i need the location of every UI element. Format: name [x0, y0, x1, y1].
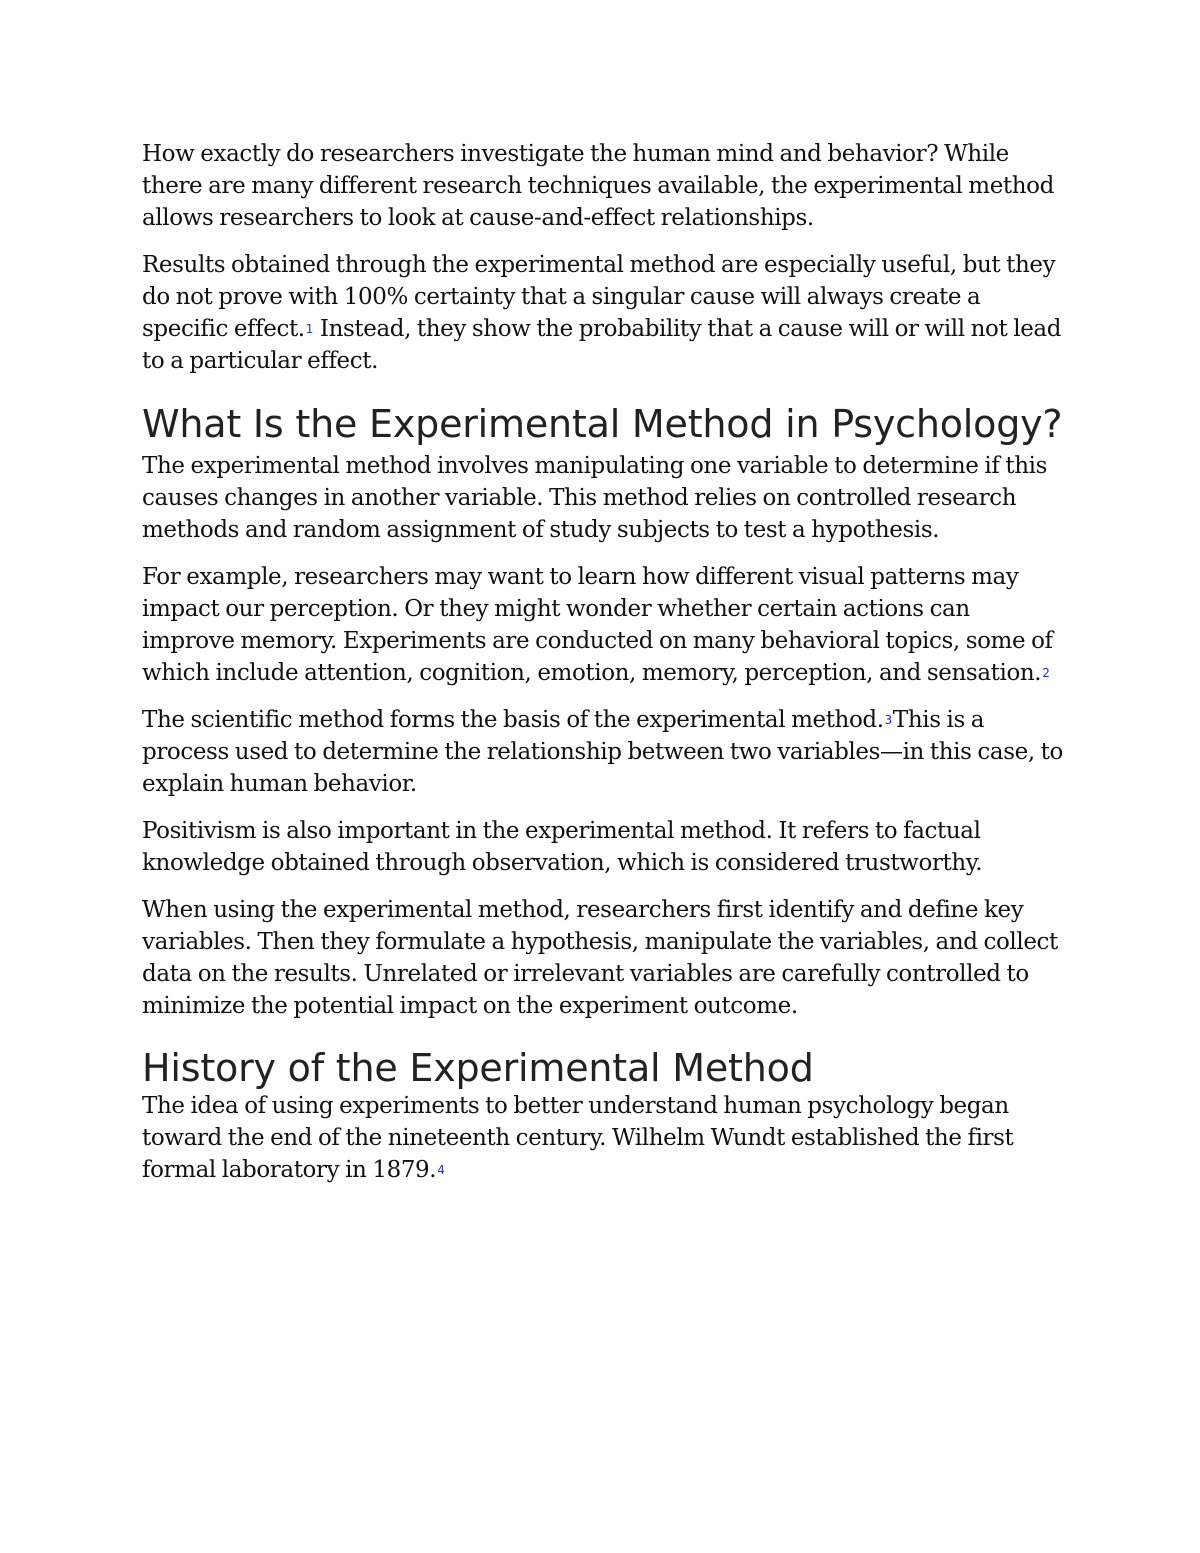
- reference-link-1[interactable]: 1: [305, 322, 313, 336]
- history-text: The idea of using experiments to better understand human psychology began toward the end of the nineteenth century. Wilhelm Wundt established the first formal laboratory in 1879.: [142, 1093, 1014, 1183]
- results-text-end: Instead, they show the probability that a cause will or will not lead to a particular effect.: [142, 316, 1062, 374]
- section-heading-history: History of the Experimental Method: [142, 1046, 814, 1090]
- document-page: [142, 138, 1067, 1201]
- reference-link-2[interactable]: 2: [1042, 666, 1050, 680]
- definition-text: The experimental method involves manipulating one variable to determine if this causes changes in another variable. This method relies on controlled research methods and random assignment of study subjects to test a hypothesis.: [142, 453, 1048, 543]
- example-text: For example, researchers may want to learn how different visual patterns may impact our perception. Or they might wonder whether certain actions can improve memory. Experiments are conducted on many behavioral topics, some of which include attention, cognition, emotion, memory, perception, and sensation.: [142, 564, 1053, 686]
- positivism-paragraph: [142, 815, 1067, 879]
- intro-text: How exactly do researchers investigate the human mind and behavior? While there are many different research techniques available, the experimental method allows researchers to look at cause-and-effect relationships.: [142, 141, 1054, 231]
- positivism-text: Positivism is also important in the experimental method. It refers to factual knowledge obtained through observation, which is considered trustworthy.: [142, 818, 983, 876]
- scientific-method-text-start: The scientific method forms the basis of the experimental method.: [142, 707, 884, 733]
- procedure-paragraph: [142, 894, 1067, 1022]
- example-paragraph: [142, 561, 1067, 689]
- reference-link-3[interactable]: 3: [884, 713, 892, 727]
- section-heading-experimental-method: What Is the Experimental Method in Psychology?: [142, 402, 1063, 446]
- definition-paragraph: [142, 450, 1067, 546]
- intro-paragraph: [142, 138, 1067, 234]
- results-text-start: Results obtained through the experimental method are especially useful, but they do not prove with 100% certainty that a singular cause will always create a specific effect.: [142, 252, 1056, 342]
- scientific-method-paragraph: [142, 704, 1067, 800]
- history-paragraph: [142, 1090, 1067, 1186]
- procedure-text: When using the experimental method, researchers first identify and define key variables. Then they formulate a hypothesis, manipulate the variables, and collect data on the results. Unrelated or irrelevant variables are carefully controlled to minimize the potential impact on the experiment outcome.: [142, 897, 1058, 1019]
- reference-link-4[interactable]: 4: [437, 1163, 445, 1177]
- results-paragraph: [142, 249, 1067, 377]
- scientific-method-text-end: This is a process used to determine the relationship between two variables—in this case, to explain human behavior.: [142, 707, 1063, 797]
